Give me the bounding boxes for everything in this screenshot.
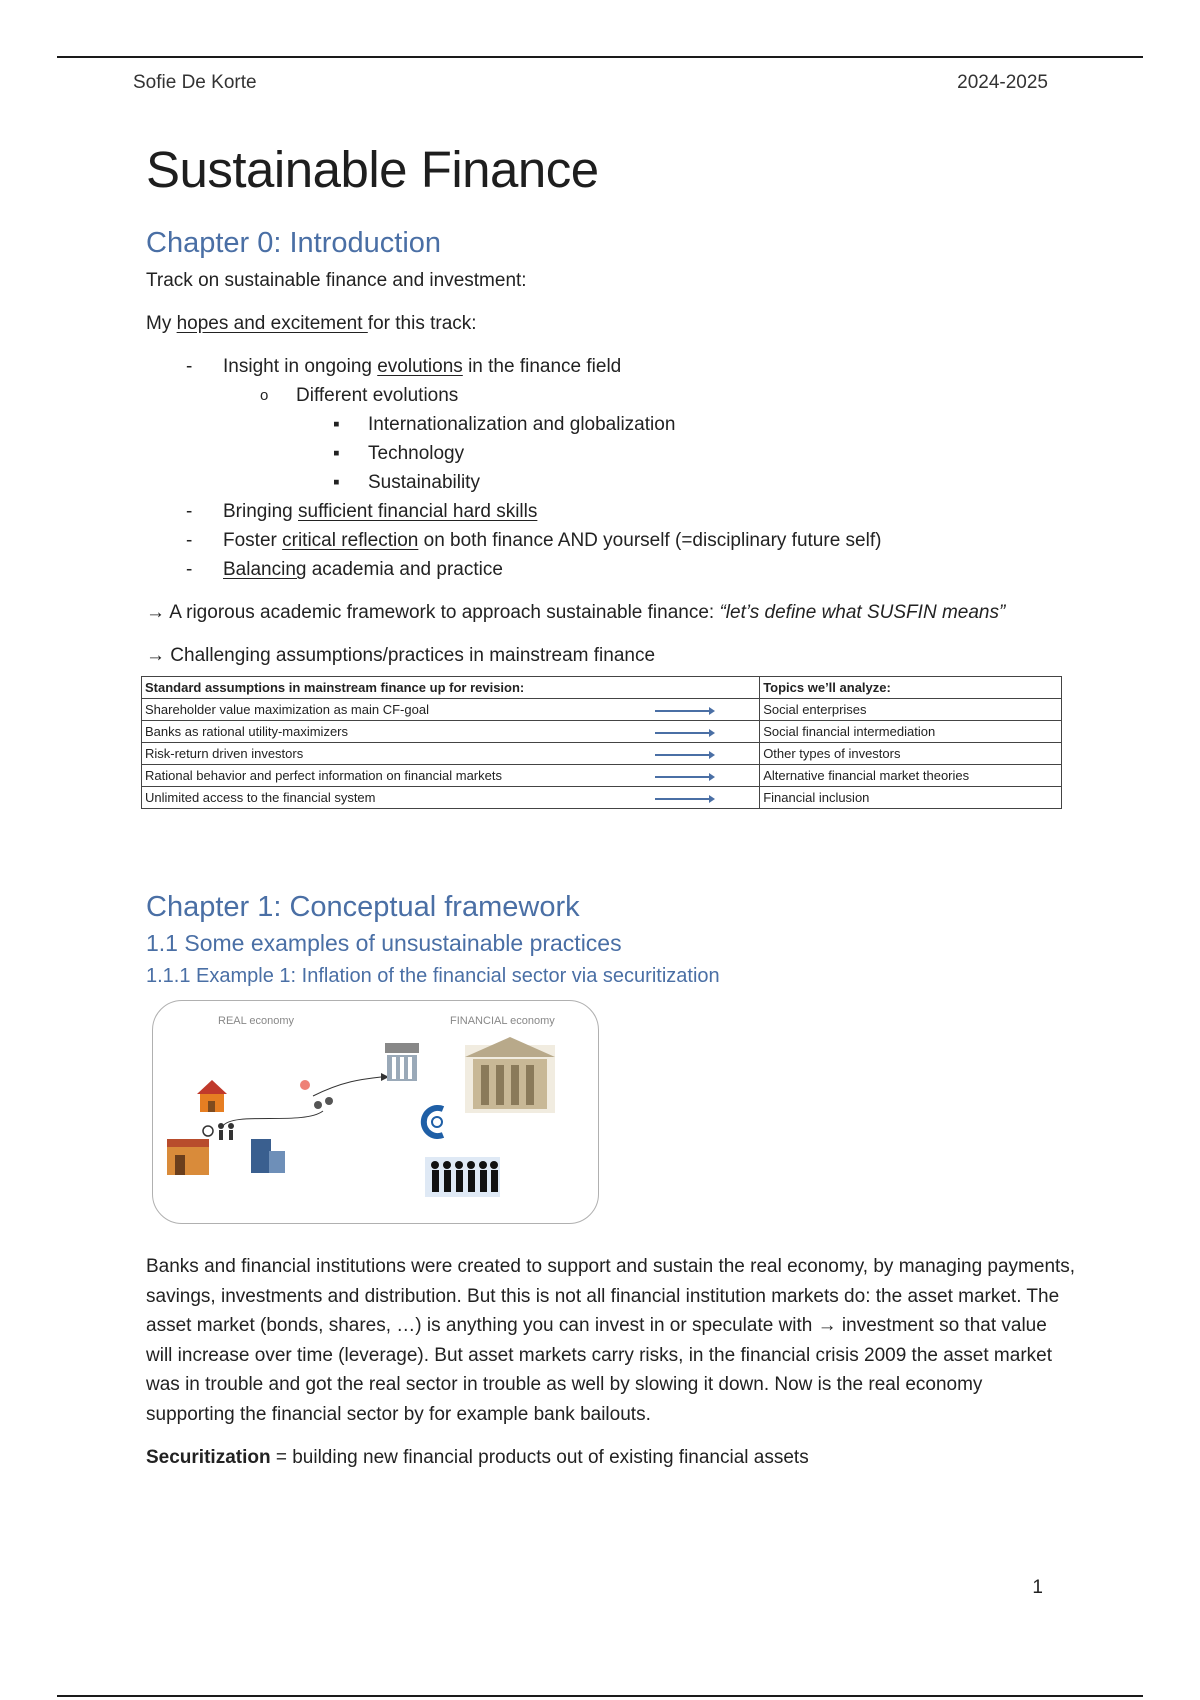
securitization-paragraph: Banks and financial institutions were created to support and sustain the real economy, by managing payments, savings, investments and distribution. But this is not all financial institution markets do: the asset market. The asset market (bonds, shares, …) is anything you can invest in or speculate with → investment so that value will increase over time (leverage). But asset markets carry risks, in the financial crisis 2009 the asset market was in trouble and got the real sector in trouble as well by slowing it down. Now is the real economy supporting the financial sector by for example bank bailouts. (146, 1256, 1076, 1425)
arrow-right-icon (655, 798, 713, 800)
list-item: - Insight in ongoing evolutions in the finance field (146, 352, 1076, 381)
list-item: ▪ Technology (146, 439, 1076, 468)
arrow-right-icon (655, 776, 713, 778)
office-building-icon (251, 1139, 285, 1173)
list-item: - Bringing sufficient financial hard skills (146, 497, 1076, 526)
subsection-heading: 1.1.1 Example 1: Inflation of the financial sector via securitization (146, 965, 720, 987)
economy-diagram (152, 1000, 599, 1224)
business-people-icon (425, 1157, 500, 1197)
table-header-row (142, 677, 1062, 699)
track-line: Track on sustainable finance and investment: (146, 270, 527, 291)
document-body (146, 140, 1076, 1472)
assumptions-table (141, 676, 1062, 809)
hopes-line: My hopes and excitement for this track: (146, 313, 477, 334)
table-row: Risk-return driven investors Other types of investors (142, 743, 1062, 765)
table-header-left: Standard assumptions in mainstream finance up for revision: (142, 677, 609, 699)
section-heading: 1.1 Some examples of unsustainable practices (146, 930, 622, 956)
footer-rule (57, 1695, 1143, 1697)
chapter-1-heading: Chapter 1: Conceptual framework (146, 891, 580, 923)
economy-illustration (153, 1001, 598, 1223)
page-number: 1 (1032, 1577, 1043, 1598)
arrow-right-icon (655, 710, 713, 712)
arrow-right-icon (655, 732, 713, 734)
shop-icon (167, 1139, 209, 1175)
list-item: ▪ Sustainability (146, 468, 1076, 497)
currency-cycle-icon (424, 1108, 443, 1136)
table-row: Rational behavior and perfect information on financial markets Alternative financial market theories (142, 765, 1062, 787)
real-economy-label: REAL economy (218, 1015, 295, 1027)
arrow-line-framework: → A rigorous academic framework to approach sustainable finance: “let’s define what SUSFIN means” (146, 602, 1006, 623)
document-title: Sustainable Finance (146, 141, 599, 198)
list-item: - Foster critical reflection on both finance AND yourself (=disciplinary future self) (146, 526, 1076, 555)
table-header-right: Topics we’ll analyze: (760, 677, 1062, 699)
table-row: Banks as rational utility-maximizers Social financial intermediation (142, 721, 1062, 743)
securitization-definition: Securitization = building new financial products out of existing financial assets (146, 1447, 809, 1468)
people-icon (203, 1123, 234, 1140)
house-icon (197, 1080, 227, 1112)
table-row: Shareholder value maximization as main CF-goal Social enterprises (142, 699, 1062, 721)
list-item: ▪ Internationalization and globalization (146, 410, 1076, 439)
hopes-list (146, 352, 1076, 584)
arrow-right-icon (655, 754, 713, 756)
header-author: Sofie De Korte (133, 72, 257, 93)
list-item: - Balancing academia and practice (146, 555, 1076, 584)
chapter-0-heading: Chapter 0: Introduction (146, 227, 442, 259)
header-rule (57, 56, 1143, 58)
arrow-line-challenging: → Challenging assumptions/practices in mainstream finance (146, 645, 656, 666)
list-item: o Different evolutions (146, 381, 1076, 410)
bank-building-icon (465, 1037, 555, 1113)
table-row: Unlimited access to the financial system Financial inclusion (142, 787, 1062, 809)
financial-economy-label: FINANCIAL economy (450, 1015, 555, 1027)
header-year: 2024-2025 (957, 72, 1048, 93)
bank-icon (385, 1043, 419, 1081)
